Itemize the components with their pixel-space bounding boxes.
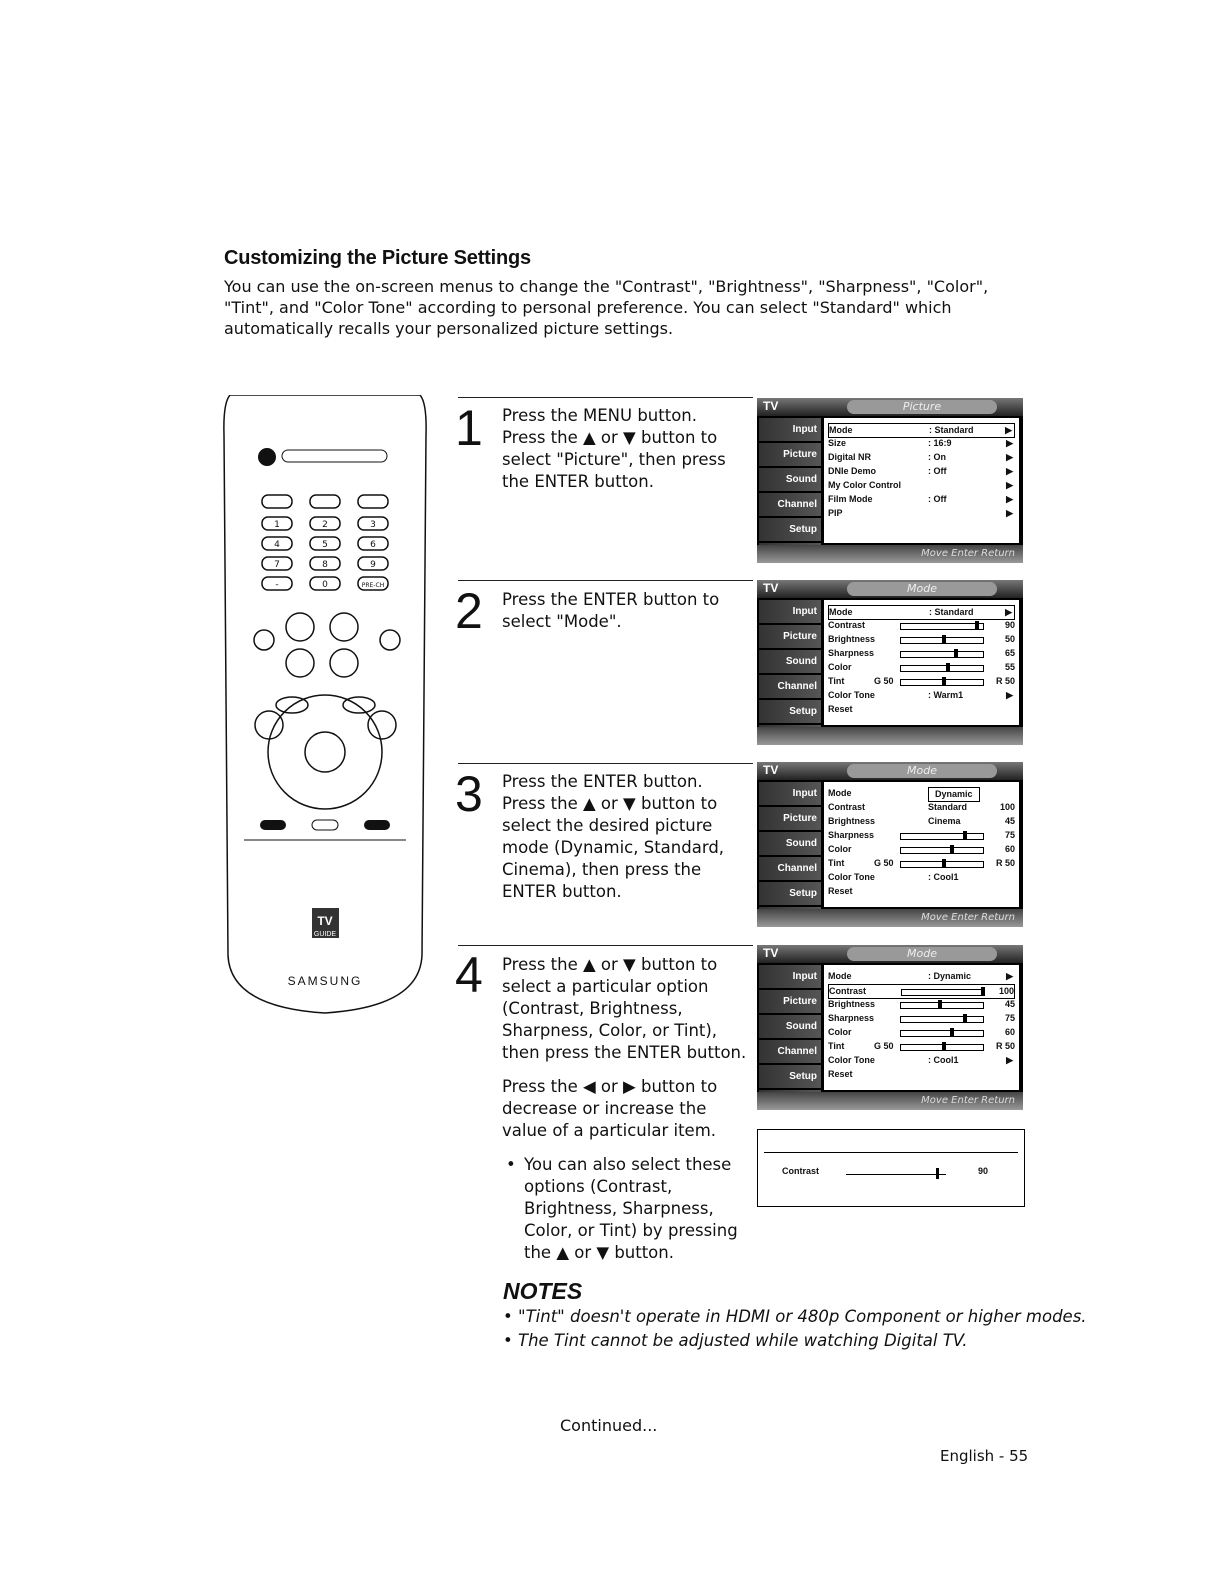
menu-picture: Picture [759,443,821,466]
step-divider [458,945,753,946]
contrast-label: Contrast [782,1166,820,1176]
step-number: 4 [455,947,483,1003]
svg-text:-: - [275,580,279,590]
page-number: English - 55 [940,1447,1029,1465]
page-title: Customizing the Picture Settings [224,247,531,269]
svg-text:GUIDE: GUIDE [313,931,337,938]
note-item: • "Tint" doesn't operate in HDMI or 480p Component or higher modes. [503,1307,1087,1326]
brand-label: SAMSUNG [287,974,363,988]
svg-text:5: 5 [322,540,328,550]
osd-screen-mode-select: TV Mode Input Picture Sound Channel Setup Mode Dynamic Contrast Standard 100 Brightness Cinema 45 Sharpness 75 Color 60 Tint G 50 R 50 Color Tone : Cool1 Reset Move Enter Return [757,762,1023,927]
menu-setup: Setup [759,518,821,541]
svg-text:4: 4 [274,540,280,550]
osd-screen-mode: TV Mode Input Picture Sound Channel Setup Mode : Standard ▶ Contrast 90 Brightness 50 Sharpness 65 Color 55 Tint G 50 R 50 Color Tone : Warm1 ▶ Reset [757,580,1023,745]
continued-label: Continued... [560,1416,658,1435]
svg-text:3: 3 [370,520,376,530]
step-divider [458,397,753,398]
step-number: 3 [455,766,483,822]
menu-sound: Sound [759,468,821,491]
contrast-adjust-box [757,1129,1025,1207]
intro-paragraph: You can use the on-screen menus to change the "Contrast", "Brightness", "Sharpness", "Color", "Tint", and "Color Tone" according to personal preference. You can select "Standard" which automatically recalls your personalized picture settings. [224,277,989,338]
svg-text:PRE-CH: PRE-CH [361,582,385,589]
step-3-text: Press the ENTER button. Press the ▲ or ▼ button to select the desired picture mode (Dynamic, Standard, Cinema), then press the ENTER button. [502,772,725,901]
step-number: 1 [455,400,483,456]
svg-text:6: 6 [370,540,376,550]
step-2-text: Press the ENTER button to select "Mode". [502,590,720,631]
menu-channel: Channel [759,493,821,516]
svg-text:9: 9 [370,560,376,570]
osd-screen-mode-adjust: TV Mode Input Picture Sound Channel Setup Mode : Dynamic ▶ Contrast 100 Brightness 45 Sharpness 75 Color 60 Tint G 50 R 50 Color Tone : Cool1 ▶ Reset Move Enter Return [757,945,1023,1110]
step-divider [458,580,753,581]
notes-heading: NOTES [503,1278,583,1304]
svg-text:8: 8 [322,560,328,570]
step-1-text: Press the MENU button. Press the ▲ or ▼ button to select "Picture", then press the ENTER button. [502,406,726,491]
note-item: • The Tint cannot be adjusted while watching Digital TV. [503,1331,967,1350]
step-4-text: Press the ▲ or ▼ button to select a particular option (Contrast, Brightness, Sharpness, Color, or Tint), then press the ENTER button. Press the ◀ or ▶ button to decrease or increase the value of a particular item. • You can also select these options (Contrast, Brightness, Sharpness, Color, or Tint) by pressing the ▲ or ▼ button. [502,954,752,1264]
svg-text:1: 1 [274,520,280,530]
svg-text:0: 0 [322,580,328,590]
svg-text:2: 2 [322,520,328,530]
step-number: 2 [455,583,483,639]
contrast-value: 90 [978,1166,989,1176]
tv-guide-logo: TV [317,914,333,928]
remote-control-illustration [222,395,428,1020]
svg-text:7: 7 [274,560,280,570]
osd-screen-picture: TV Picture Input Picture Sound Channel Setup Mode : Standard ▶ Size : 16:9 ▶ Digital NR : On ▶ DNIe Demo : Off ▶ My Color Control ▶ Film Mode : Off ▶ PIP ▶ Move Enter Return [757,398,1023,563]
step-divider [458,763,753,764]
menu-input: Input [759,418,821,441]
